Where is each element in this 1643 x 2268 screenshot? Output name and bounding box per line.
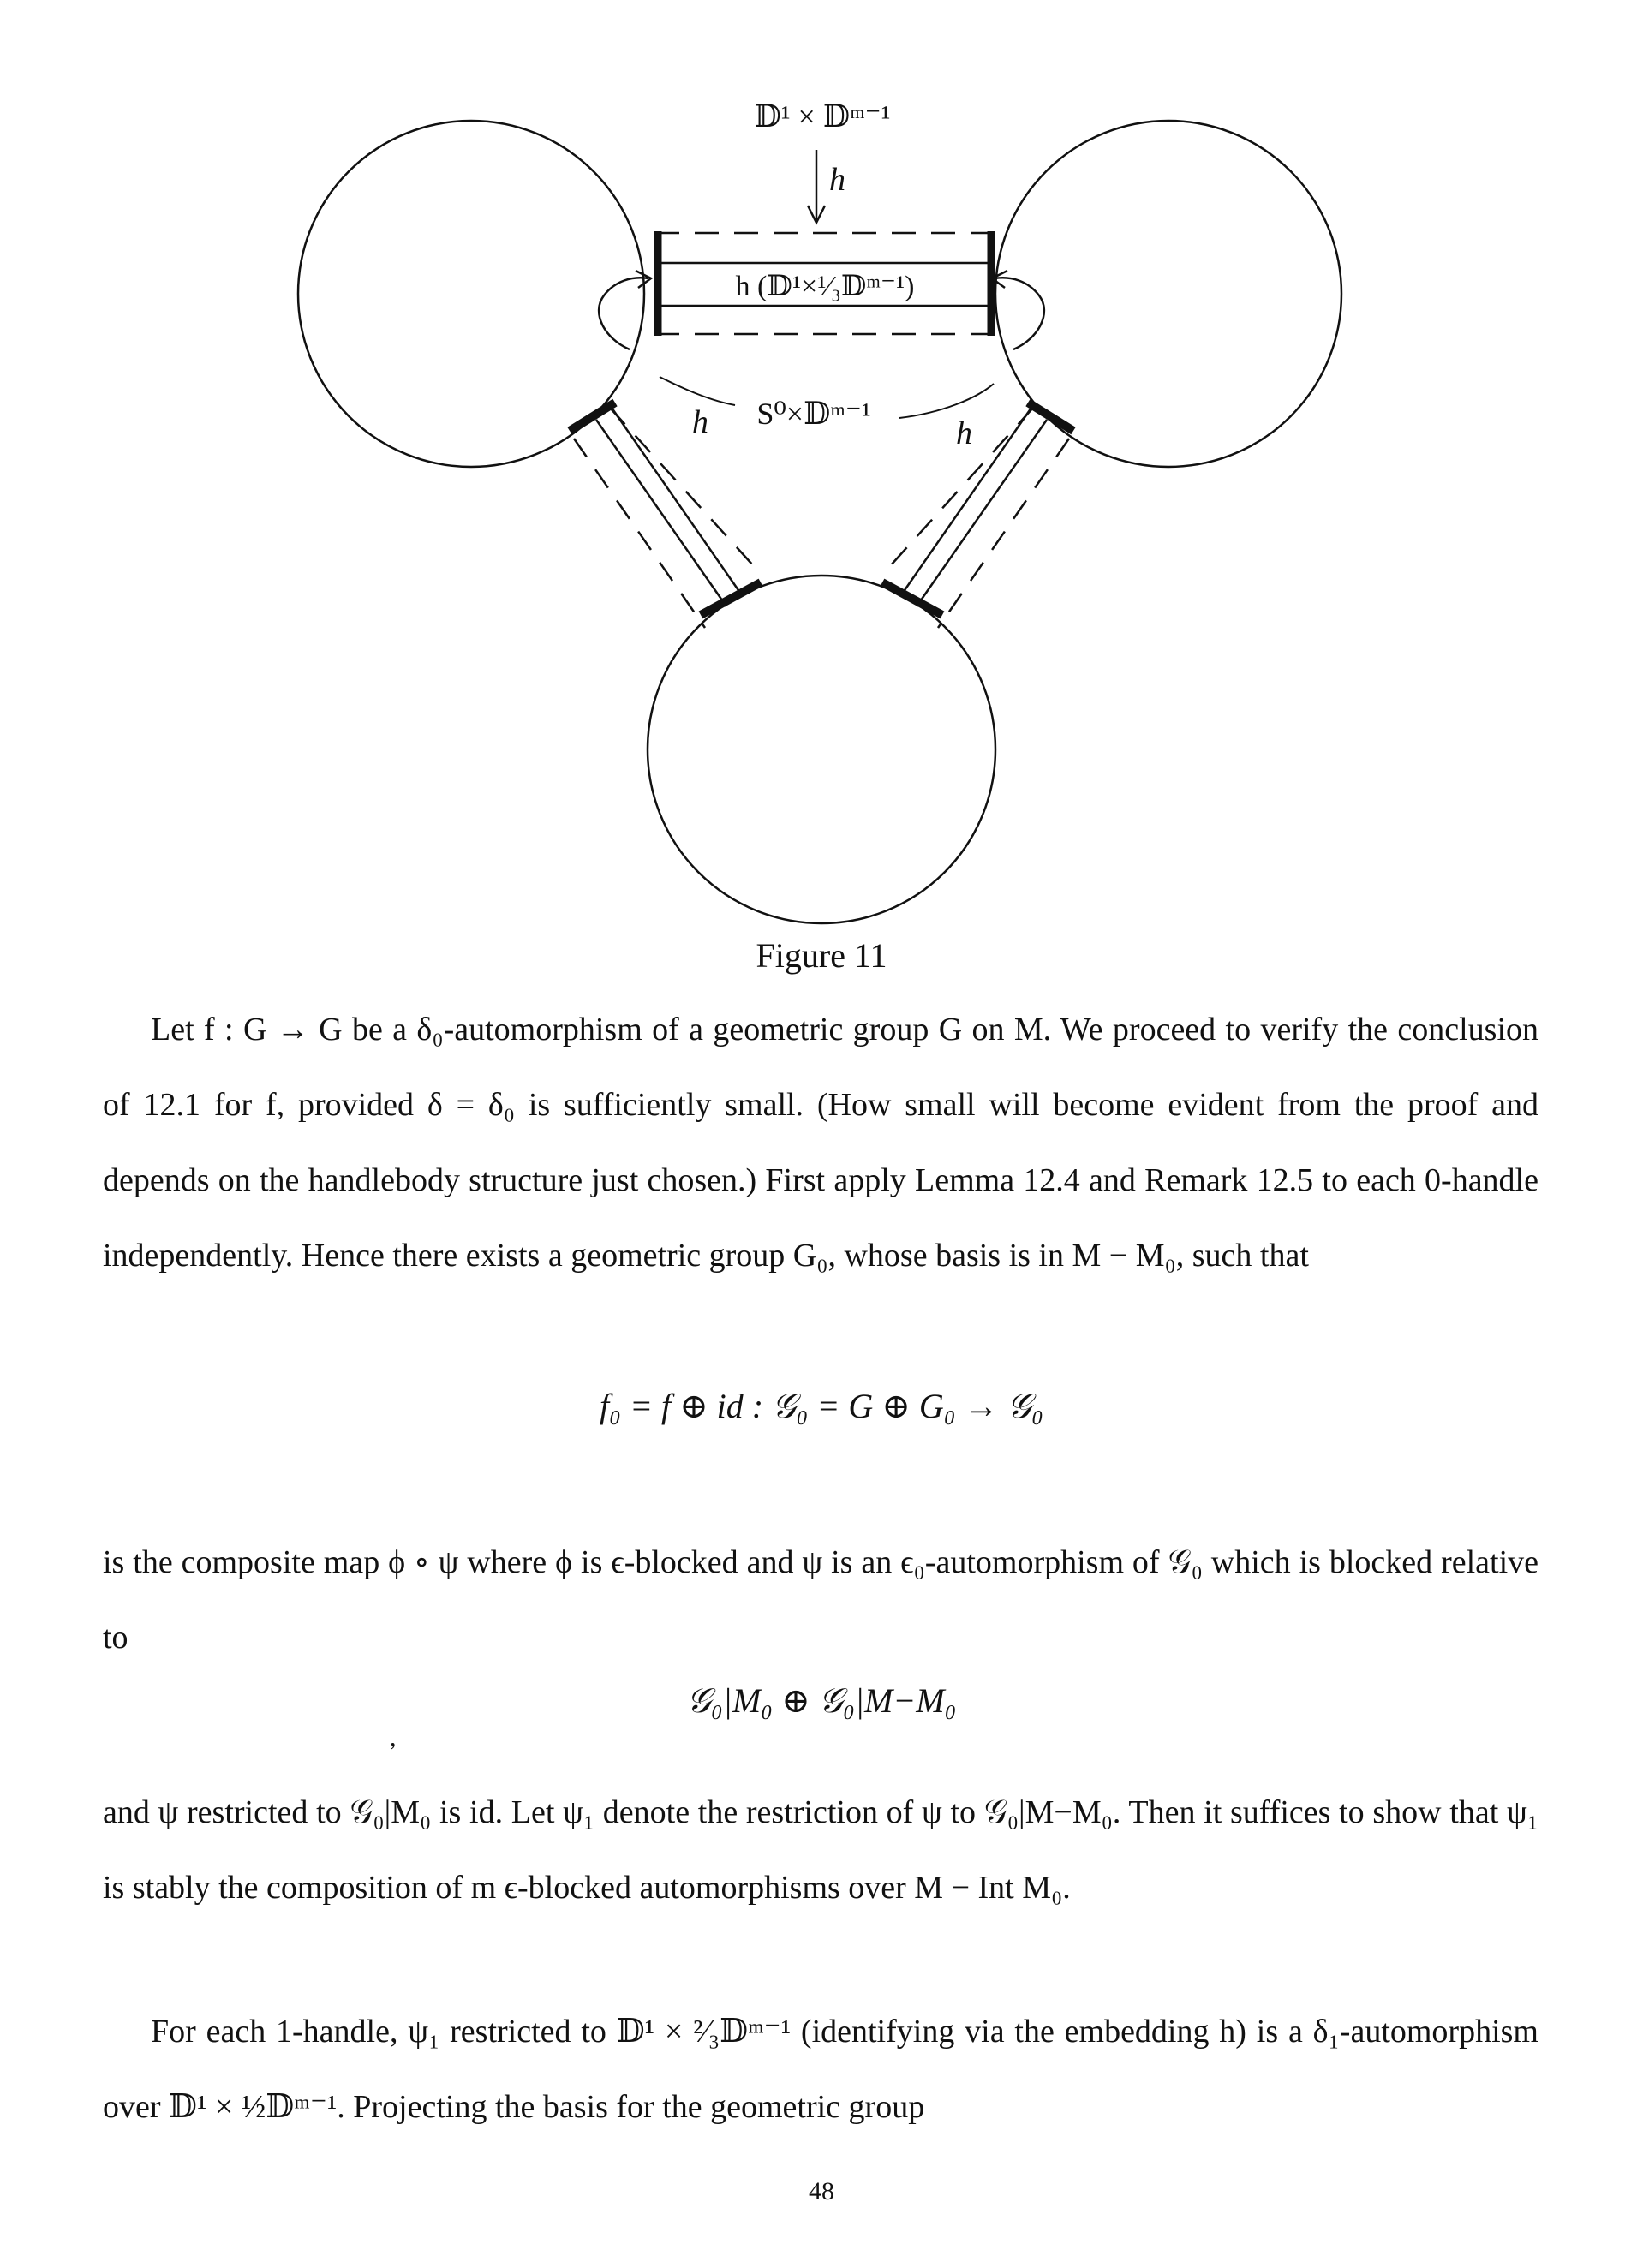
- lower-left-one-handle: [570, 403, 762, 628]
- equation-1: f₀ = f ⊕ id : 𝒢₀ = G ⊕ G₀ → 𝒢₀: [599, 1387, 1044, 1425]
- page-number: 48: [809, 2177, 834, 2205]
- figure-11: [0, 0, 1643, 942]
- strip-label: h (𝔻¹×¹⁄₃𝔻ᵐ⁻¹): [735, 271, 915, 302]
- left-curved-arrow: [599, 278, 648, 349]
- equation-2: 𝒢₀|M₀ ⊕ 𝒢₀|M−M₀: [686, 1681, 957, 1720]
- bottom-zero-handle: [648, 576, 995, 923]
- top-label: 𝔻¹ × 𝔻ᵐ⁻¹: [754, 99, 891, 134]
- paragraph-3: and ψ restricted to 𝒢₀|M₀ is id. Let ψ₁ denote the restriction of ψ to 𝒢₀|M−M₀. Then it suffices to show that ψ₁ is stably the composition of m ϵ-blocked automorphisms over M − Int M₀.: [103, 1794, 1538, 1906]
- paragraph-1: Let f : G → G be a δ₀-automorphism of a geometric group G on M. We proceed to verify the conclusion of 12.1 for f, provided δ = δ₀ is sufficiently small. (How small will become evident from the proof and depends on the handlebody structure just chosen.) First apply Lemma 12.4 and Remark 12.5 to each 0-handle independently. Hence there exists a geometric group G₀, whose basis is in M − M₀, such that: [103, 1012, 1538, 1274]
- right-h-label: h: [956, 415, 972, 451]
- figure-caption: Figure 11: [756, 936, 887, 975]
- paragraph-2: is the composite map ϕ ∘ ψ where ϕ is ϵ-blocked and ψ is an ϵ₀-automorphism of 𝒢₀ which is blocked relative to: [103, 1544, 1538, 1656]
- boundary-leader-left: [660, 377, 735, 405]
- stray-mark: ,: [390, 1723, 397, 1752]
- h-arrow: [808, 150, 825, 223]
- paragraph-4: For each 1-handle, ψ₁ restricted to 𝔻¹ × ²⁄₃𝔻ᵐ⁻¹ (identifying via the embedding h) is a δ₁-automorphism over 𝔻¹ × ½𝔻ᵐ⁻¹. Projecting the basis for the geometric group: [103, 2014, 1538, 2125]
- lower-right-one-handle: [882, 403, 1073, 628]
- map-label: h: [829, 162, 845, 198]
- boundary-label: S⁰×𝔻ᵐ⁻¹: [756, 397, 871, 431]
- boundary-leader-right: [899, 384, 994, 418]
- left-h-label: h: [692, 404, 708, 440]
